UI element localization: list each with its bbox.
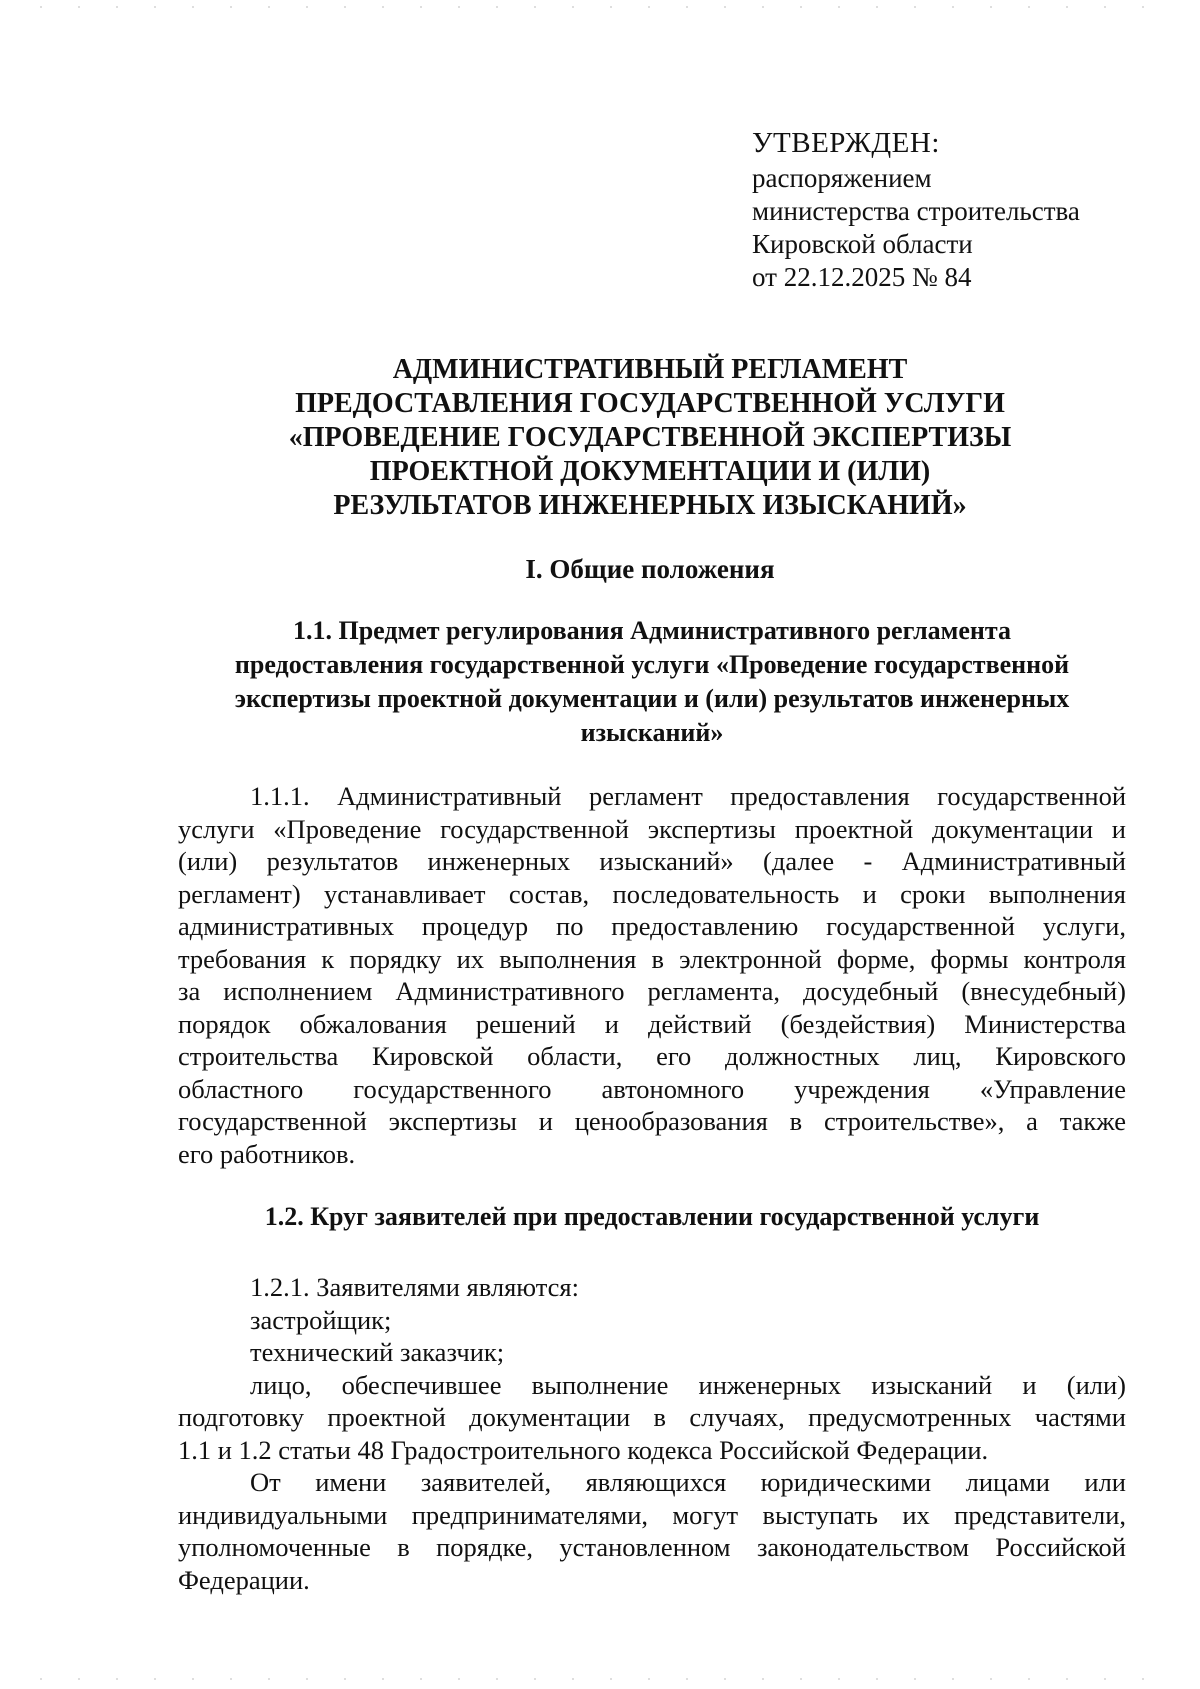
paragraph-1-1-1: [178, 780, 1126, 1170]
paragraph-line: строительства Кировской области, его должностных лиц, Кировского: [178, 1041, 1126, 1071]
paragraph-line: за исполнением Административного регламента, досудебный (внесудебный): [178, 976, 1126, 1006]
paragraph-line: требования к порядку их выполнения в электронной форме, формы контроля: [178, 943, 1126, 974]
subsection-heading-line: изысканий»: [580, 718, 724, 747]
representatives-line: От имени заявителей, являющихся юридическими лицами или: [250, 1467, 1126, 1497]
title-line: РЕЗУЛЬТАТОВ ИНЖЕНЕРНЫХ ИЗЫСКАНИЙ»: [333, 490, 967, 521]
representatives-line: Федерации.: [178, 1564, 310, 1595]
subsection-heading-line: предоставления государственной услуги «Проведение государственной: [234, 650, 1070, 679]
title-line: ПРЕДОСТАВЛЕНИЯ ГОСУДАРСТВЕННОЙ УСЛУГИ: [295, 388, 1005, 419]
subsection-heading-1-2: 1.2. Круг заявителей при предоставлении государственной услуги: [264, 1202, 1040, 1231]
paragraph-line: административных процедур по предоставлению государственной услуги,: [178, 911, 1126, 941]
approval-line: министерства строительства: [752, 196, 1080, 226]
approval-line: распоряжением: [752, 163, 932, 193]
subsection-heading-line: 1.1. Предмет регулирования Административного регламента: [293, 616, 1011, 645]
subsection-heading-line: экспертизы проектной документации и (или) результатов инженерных: [234, 684, 1070, 713]
list-item-line: подготовку проектной документации в случаях, предусмотренных частями: [178, 1402, 1126, 1432]
scan-artifact-top: [40, 6, 1160, 8]
document-title: [150, 353, 1150, 523]
paragraph-line: (или) результатов инженерных изысканий» (далее - Административный: [178, 846, 1126, 876]
paragraph-line: областного государственного автономного учреждения «Управление: [178, 1073, 1126, 1104]
approval-heading: УТВЕРЖДЕН:: [752, 127, 940, 159]
paragraph-line: порядок обжалования решений и действий (бездействия) Министерства: [178, 1008, 1126, 1039]
list-intro: 1.2.1. Заявителями являются:: [250, 1272, 579, 1302]
list-item-line: лицо, обеспечившее выполнение инженерных изысканий и (или): [250, 1369, 1126, 1400]
list-item: застройщик;: [250, 1304, 392, 1335]
paragraph-line: его работников.: [178, 1138, 356, 1169]
representatives-line: уполномоченные в порядке, установленном законодательством Российской: [178, 1532, 1126, 1562]
paragraph-line: регламент) устанавливает состав, последовательность и сроки выполнения: [178, 878, 1126, 909]
scan-artifact-bottom: [40, 1678, 1160, 1680]
paragraph-line: государственной экспертизы и ценообразования в строительстве», а также: [178, 1106, 1126, 1136]
list-item: технический заказчик;: [250, 1337, 505, 1367]
list-item-line: 1.1 и 1.2 статьи 48 Градостроительного кодекса Российской Федерации.: [178, 1434, 989, 1465]
subsection-heading-1-1: [178, 614, 1126, 750]
approval-stamp-block: [752, 124, 1172, 294]
section-heading-general-provisions: I. Общие положения: [525, 554, 775, 584]
paragraph-line: 1.1.1. Административный регламент предоставления государственной: [250, 781, 1126, 811]
approval-line: Кировской области: [752, 229, 973, 259]
representatives-line: индивидуальными предпринимателями, могут выступать их представители,: [178, 1499, 1126, 1530]
title-line: ПРОЕКТНОЙ ДОКУМЕНТАЦИИ И (ИЛИ): [369, 456, 931, 487]
approval-line: от 22.12.2025 № 84: [752, 262, 972, 292]
title-line: АДМИНИСТРАТИВНЫЙ РЕГЛАМЕНТ: [392, 354, 908, 385]
title-line: «ПРОВЕДЕНИЕ ГОСУДАРСТВЕННОЙ ЭКСПЕРТИЗЫ: [288, 422, 1012, 453]
paragraph-1-2-1: [178, 1271, 1126, 1596]
paragraph-line: услуги «Проведение государственной экспертизы проектной документации и: [178, 813, 1126, 844]
